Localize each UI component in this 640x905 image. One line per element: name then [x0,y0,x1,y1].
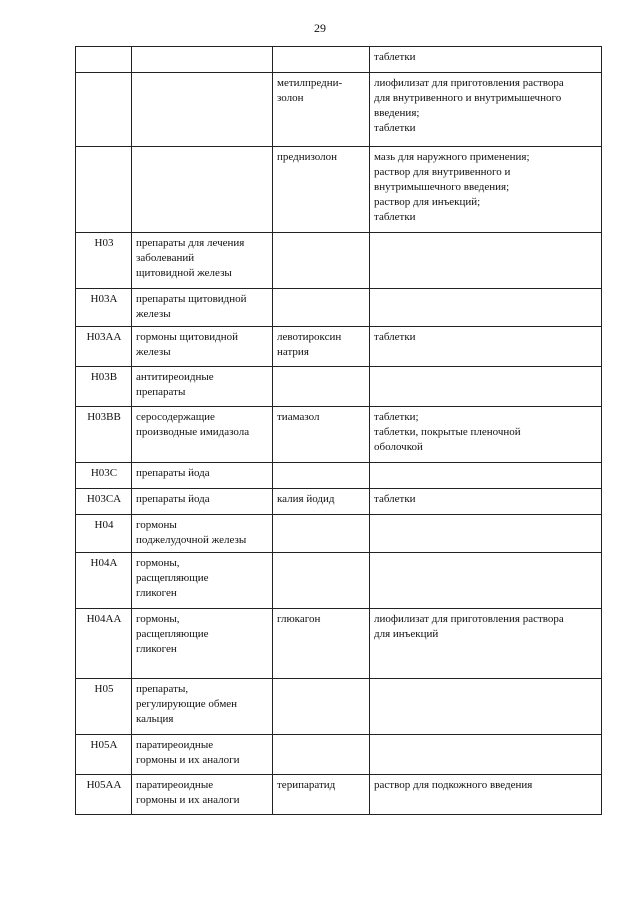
atc-code-cell [76,73,132,147]
dosage-form-cell [370,407,602,463]
cell-text-line: гормоны щитовидной [136,331,239,343]
atc-code-cell: H03AA [76,327,132,367]
cell-text-line: таблетки; [374,411,419,423]
group-cell [132,407,273,463]
group-cell [132,679,273,735]
cell-text-line: таблетки [374,51,416,63]
table-row [76,367,602,407]
atc-code-cell: H03 [76,233,132,289]
group-cell [132,553,273,609]
cell-text-line: препараты, [136,683,189,695]
drug-name-cell [273,553,370,609]
drug-name-cell [273,233,370,289]
cell-text-line: для инъекций [374,628,439,640]
group-cell [132,147,273,233]
group-cell [132,47,273,73]
cell-text-line: раствор для внутривенного и [374,166,511,178]
cell-text-line: раствор для инъекций; [374,196,481,208]
table-row [76,515,602,553]
dosage-form-cell [370,553,602,609]
dosage-form-cell [370,289,602,327]
cell-text-line: тиамазол [277,411,320,423]
dosage-form-cell [370,489,602,515]
atc-code-cell: H04AA [76,609,132,679]
cell-text-line: железы [136,308,171,320]
drug-name-cell [273,367,370,407]
cell-text-line: паратиреоидные [136,779,214,791]
cell-text-line: гормоны и их аналоги [136,754,240,766]
drug-name-cell [273,515,370,553]
cell-text-line: метилпредни- [277,77,343,89]
cell-text-line: препараты [136,386,186,398]
group-cell [132,289,273,327]
cell-text-line: производные имидазола [136,426,250,438]
table-row [76,553,602,609]
dosage-form-cell [370,463,602,489]
dosage-form-cell [370,679,602,735]
atc-code-cell: H03BB [76,407,132,463]
cell-text-line: таблетки [374,493,416,505]
table-row [76,735,602,775]
cell-text-line: щитовидной железы [136,267,232,279]
drug-name-cell [273,73,370,147]
cell-text-line: левотироксин [277,331,342,343]
cell-text-line: препараты для лечения [136,237,245,249]
table-row [76,407,602,463]
drug-name-cell [273,735,370,775]
cell-text-line: поджелудочной железы [136,534,247,546]
cell-text-line: паратиреоидные [136,739,214,751]
drug-name-cell [273,489,370,515]
table-row [76,47,602,73]
cell-text-line: оболочкой [374,441,423,453]
table-row [76,289,602,327]
cell-text-line: расщепляющие [136,572,209,584]
drug-name-cell [273,679,370,735]
atc-code-cell: H03CA [76,489,132,515]
cell-text-line: расщепляющие [136,628,209,640]
table-row [76,73,602,147]
cell-text-line: лиофилизат для приготовления раствора [374,77,564,89]
drug-name-cell [273,47,370,73]
group-cell [132,73,273,147]
table-body [76,47,602,815]
table-row [76,489,602,515]
cell-text-line: таблетки, покрытые пленочной [374,426,521,438]
drug-name-cell [273,289,370,327]
cell-text-line: таблетки [374,331,416,343]
drug-name-cell [273,609,370,679]
cell-text-line: глюкагон [277,613,321,625]
cell-text-line: гормоны и их аналоги [136,794,240,806]
group-cell [132,367,273,407]
cell-text-line: железы [136,346,171,358]
atc-code-cell: H03A [76,289,132,327]
group-cell [132,775,273,815]
dosage-form-cell [370,515,602,553]
cell-text-line: регулирующие обмен [136,698,238,710]
table-row [76,679,602,735]
drug-name-cell [273,327,370,367]
group-cell [132,609,273,679]
dosage-form-cell [370,47,602,73]
dosage-form-cell [370,73,602,147]
atc-code-cell: H04 [76,515,132,553]
cell-text-line: гормоны, [136,613,180,625]
table-row [76,327,602,367]
cell-text-line: серосодержащие [136,411,215,423]
cell-text-line: мазь для наружного применения; [374,151,530,163]
atc-code-cell: H05AA [76,775,132,815]
cell-text-line: гормоны [136,519,177,531]
cell-text-line: заболеваний [136,252,195,264]
drug-name-cell [273,463,370,489]
dosage-form-cell [370,233,602,289]
drug-name-cell [273,407,370,463]
group-cell [132,515,273,553]
cell-text-line: таблетки [374,122,416,134]
dosage-form-cell [370,367,602,407]
dosage-form-cell [370,147,602,233]
cell-text-line: преднизолон [277,151,338,163]
cell-text-line: для внутривенного и внутримышечного [374,92,562,104]
cell-text-line: антитиреоидные [136,371,214,383]
table-row [76,463,602,489]
cell-text-line: введения; [374,107,420,119]
group-cell [132,233,273,289]
cell-text-line: гликоген [136,587,177,599]
table-row [76,233,602,289]
cell-text-line: лиофилизат для приготовления раствора [374,613,564,625]
dosage-form-cell [370,327,602,367]
cell-text-line: раствор для подкожного введения [374,779,533,791]
atc-code-cell: H05A [76,735,132,775]
group-cell [132,463,273,489]
dosage-form-cell [370,609,602,679]
group-cell [132,735,273,775]
dosage-form-cell [370,775,602,815]
atc-code-cell [76,47,132,73]
page-number: 29 [314,21,326,35]
cell-text-line: калия йодид [277,493,335,505]
atc-code-cell [76,147,132,233]
drug-table [75,46,602,815]
cell-text-line: натрия [277,346,309,358]
cell-text-line: кальция [136,713,174,725]
drug-name-cell [273,775,370,815]
cell-text-line: препараты щитовидной [136,293,247,305]
table-row [76,147,602,233]
cell-text-line: внутримышечного введения; [374,181,510,193]
drug-name-cell [273,147,370,233]
cell-text-line: золон [277,92,304,104]
cell-text-line: терипаратид [277,779,336,791]
table-row [76,775,602,815]
cell-text-line: таблетки [374,211,416,223]
cell-text-line: препараты йода [136,467,210,479]
group-cell [132,489,273,515]
atc-code-cell: H05 [76,679,132,735]
atc-code-cell: H03B [76,367,132,407]
dosage-form-cell [370,735,602,775]
cell-text-line: гормоны, [136,557,180,569]
cell-text-line: препараты йода [136,493,210,505]
table-row [76,609,602,679]
cell-text-line: гликоген [136,643,177,655]
atc-code-cell: H03C [76,463,132,489]
group-cell [132,327,273,367]
atc-code-cell: H04A [76,553,132,609]
